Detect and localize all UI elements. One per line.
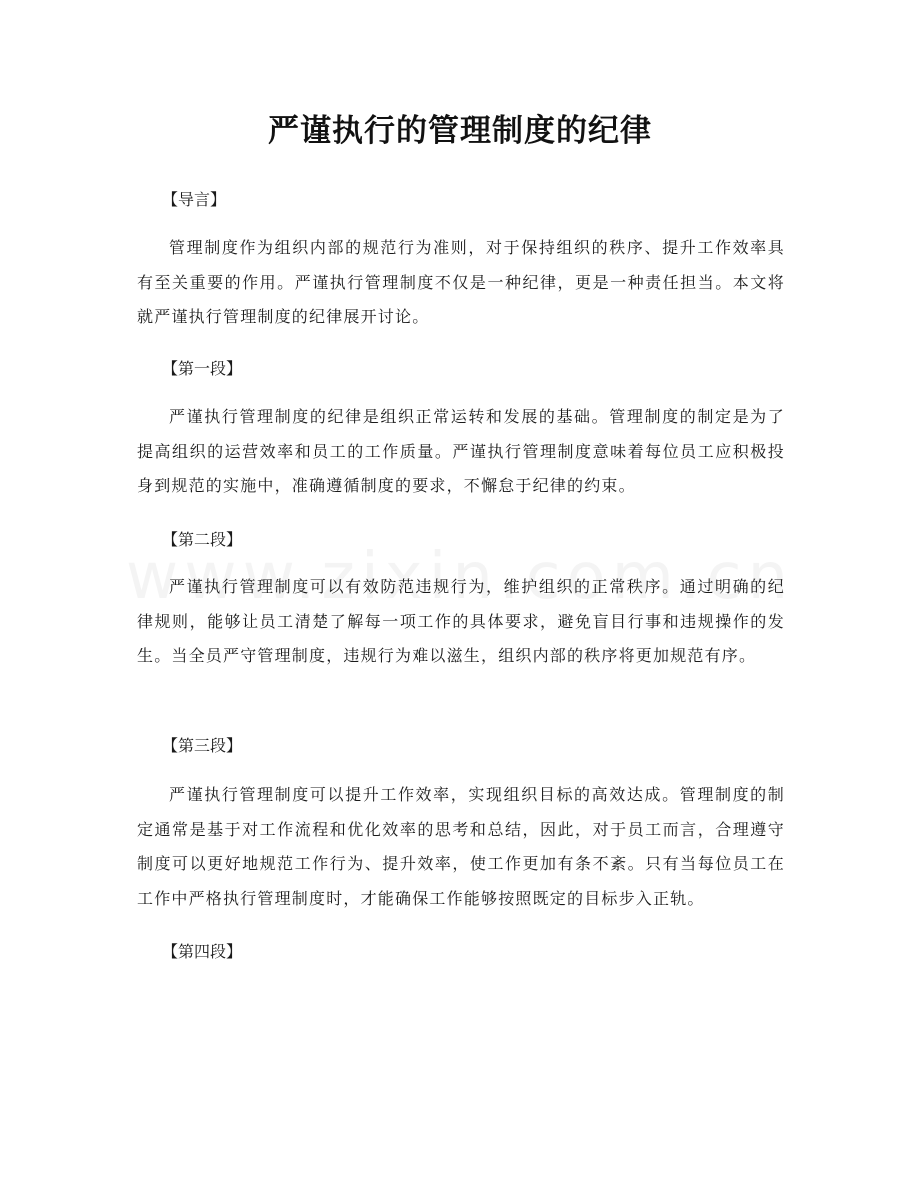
section-heading-4: 【第四段】 — [162, 942, 243, 961]
section-paragraph-intro: 管理制度作为组织内部的规范行为准则，对于保持组织的秩序、提升工作效率具有至关重要的作用。严谨执行管理制度不仅是一种纪律，更是一种责任担当。本文将就严谨执行管理制度的纪律展开讨论。 — [137, 238, 785, 326]
section-heading-3: 【第三段】 — [162, 736, 243, 755]
section-paragraph-1: 严谨执行管理制度的纪律是组织正常运转和发展的基础。管理制度的制定是为了提高组织的运营效率和员工的工作质量。严谨执行管理制度意味着每位员工应积极投身到规范的实施中，准确遵循制度的要求，不懈怠于纪律的约束。 — [137, 407, 785, 495]
section-heading-intro: 【导言】 — [162, 190, 227, 209]
page-title: 严谨执行的管理制度的纪律 — [268, 113, 652, 149]
section-paragraph-3: 严谨执行管理制度可以提升工作效率，实现组织目标的高效达成。管理制度的制定通常是基于对工作流程和优化效率的思考和总结，因此，对于员工而言，合理遵守制度可以更好地规范工作行为、提升效率，使工作更加有条不紊。只有当每位员工在工作中严格执行管理制度时，才能确保工作能够按照既定的目标步入正轨。 — [137, 785, 785, 908]
section-heading-2: 【第二段】 — [162, 530, 243, 549]
section-paragraph-2: 严谨执行管理制度可以有效防范违规行为，维护组织的正常秩序。通过明确的纪律规则，能够让员工清楚了解每一项工作的具体要求，避免盲目行事和违规操作的发生。当全员严守管理制度，违规行为难以滋生，组织内部的秩序将更加规范有序。 — [137, 577, 785, 665]
section-heading-1: 【第一段】 — [162, 359, 243, 378]
